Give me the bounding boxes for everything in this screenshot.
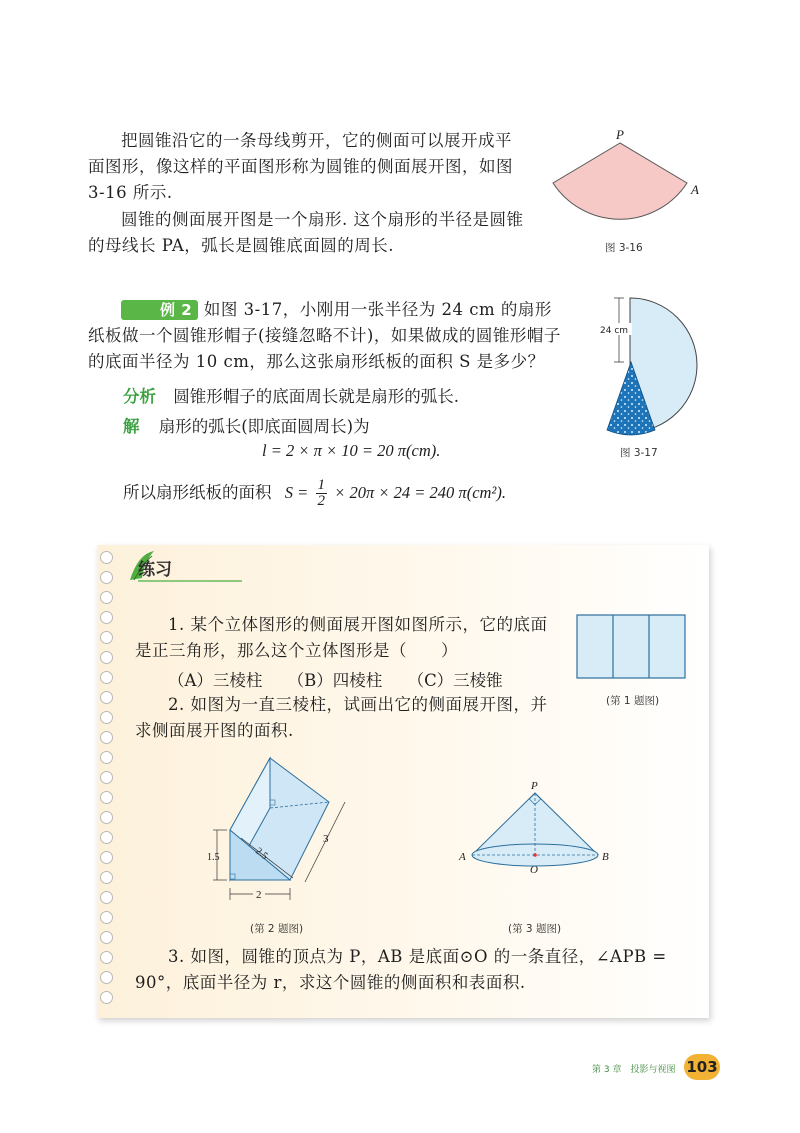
analysis-line xyxy=(123,383,459,407)
solution-label: 解 xyxy=(123,417,140,436)
conclusion-prefix: 所以扇形纸板的面积 xyxy=(123,483,272,502)
intro-paragraph: 把圆锥沿它的一条母线剪开，它的侧面可以展开成平面图形，像这样的平面图形称为圆锥的侧面展开图，如图 3-16 所示. xyxy=(88,131,513,202)
question-1-text: 1. 某个立体图形的侧面展开图如图所示，它的底面是正三角形，那么这个立体图形是（ ） xyxy=(135,615,548,660)
example-2-paragraph xyxy=(88,297,563,375)
solution-text: 扇形的弧长(即底面圆周长)为 xyxy=(158,417,370,436)
binder-ring xyxy=(100,751,113,764)
binder-ring xyxy=(100,791,113,804)
formula-fraction xyxy=(316,478,328,509)
binder-ring xyxy=(100,691,113,704)
question-1-options xyxy=(168,667,503,691)
figure-3-16-caption: 图 3-16 xyxy=(605,242,643,254)
figure-3-17-caption: 图 3-17 xyxy=(620,447,658,459)
binder-ring xyxy=(100,651,113,664)
binder-ring xyxy=(100,771,113,784)
dim-length: 3 xyxy=(323,833,329,845)
dimension-label: 24 cm xyxy=(600,326,629,336)
formula-area-rhs: × 20π × 24 = 240 π(cm²). xyxy=(334,483,507,502)
figure-3-17-semicircle-hat xyxy=(595,290,715,445)
question-3-figure-cone xyxy=(455,775,620,885)
option-A: （A）三棱柱 xyxy=(168,671,263,690)
label-B: B xyxy=(602,851,609,863)
binder-ring xyxy=(100,631,113,644)
sector-shape xyxy=(553,143,687,219)
question-2-caption: (第 2 题图) xyxy=(250,923,304,935)
binder-ring xyxy=(100,871,113,884)
binder-ring xyxy=(100,951,113,964)
exercise-title: 练习 xyxy=(138,560,172,580)
conclusion-line xyxy=(123,478,506,509)
figure-3-16-sector xyxy=(550,125,710,255)
binder-ring xyxy=(100,891,113,904)
binder-ring xyxy=(100,831,113,844)
dim-base: 2 xyxy=(256,889,262,901)
question-1-figure-net xyxy=(576,614,688,680)
analysis-label: 分析 xyxy=(123,387,156,406)
label-A: A xyxy=(459,851,466,863)
question-1-caption: (第 1 题图) xyxy=(606,695,660,707)
binder-ring xyxy=(100,811,113,824)
solution-line xyxy=(123,413,370,437)
page-number: 103 xyxy=(684,1054,720,1080)
binder-ring xyxy=(100,591,113,604)
binder-ring xyxy=(100,851,113,864)
binder-ring xyxy=(100,731,113,744)
binder-ring xyxy=(100,611,113,624)
question-2-text: 2. 如图为一直三棱柱，试画出它的侧面展开图，并求侧面展开图的面积. xyxy=(135,695,548,740)
option-C: （C）三棱锥 xyxy=(407,671,503,690)
formula-area-lhs: S = xyxy=(284,483,309,502)
binder-ring xyxy=(100,991,113,1004)
sector-explanation-paragraph: 圆锥的侧面展开图是一个扇形. 这个扇形的半径是圆锥的母线长 PA，弧长是圆锥底面圆的周长. xyxy=(88,210,524,255)
binder-ring xyxy=(100,971,113,984)
dim-height: 1.5 xyxy=(207,852,220,863)
formula-arc-length: l = 2 × π × 10 = 20 π(cm). xyxy=(262,441,441,460)
question-3-text: 3. 如图，圆锥的顶点为 P，AB 是底面⊙O 的一条直径，∠APB = 90°，底面半径为 r，求这个圆锥的侧面积和表面积. xyxy=(135,947,667,992)
fraction-numerator: 1 xyxy=(317,477,326,493)
example-2-badge: 例 2 xyxy=(121,300,198,320)
chapter-footer: 第 3 章 投影与视图 xyxy=(592,1065,676,1075)
label-P: P xyxy=(616,127,624,142)
binder-ring xyxy=(100,571,113,584)
option-B: （B）四棱柱 xyxy=(287,671,383,690)
label-O: O xyxy=(530,864,538,876)
analysis-text: 圆锥形帽子的底面周长就是扇形的弧长. xyxy=(173,387,459,406)
example-2-text: 如图 3-17，小刚用一张半径为 24 cm 的扇形纸板做一个圆锥形帽子(接缝忽略不计)，如果做成的圆锥形帽子的底面半径为 10 cm，那么这张扇形纸板的面积 S 是多少？ xyxy=(88,300,561,371)
binder-ring xyxy=(100,711,113,724)
dim-diagonal: 2.5 xyxy=(253,845,270,863)
binder-ring xyxy=(100,671,113,684)
binder-ring xyxy=(100,551,113,564)
question-2-figure-prism xyxy=(205,750,355,910)
binder-ring xyxy=(100,911,113,924)
fraction-denominator: 2 xyxy=(317,493,326,509)
question-3-caption: (第 3 题图) xyxy=(508,923,562,935)
label-A: A xyxy=(691,182,699,197)
label-P: P xyxy=(531,780,538,792)
binder-ring xyxy=(100,931,113,944)
